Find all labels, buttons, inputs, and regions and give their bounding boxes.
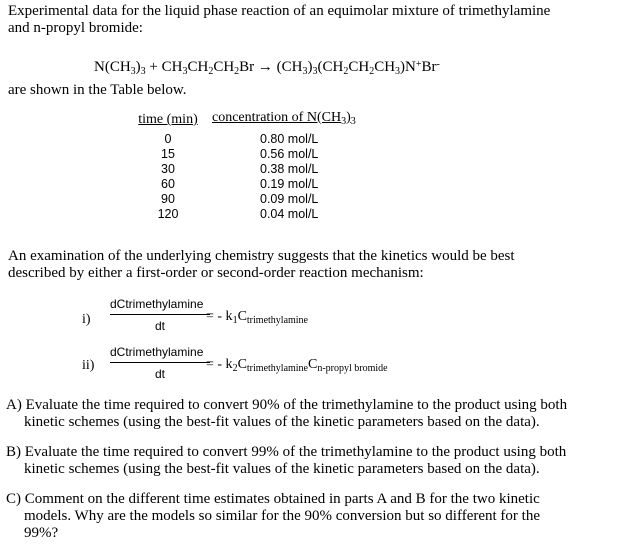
part-c xyxy=(6,491,626,547)
header-conc-sub: 3 xyxy=(341,116,347,127)
conc-symbol: C xyxy=(237,357,247,372)
examination-line-2: described by either a first-order or second-order reaction mechanism: xyxy=(8,265,424,281)
part-b xyxy=(6,444,626,484)
intro-line-1: Experimental data for the liquid phase reaction of an equimolar mixture of trimethylamine xyxy=(8,3,551,19)
rhs-prefix: = - k xyxy=(206,309,233,324)
eq-part: (CH xyxy=(317,59,344,75)
conc-cell: 0.38 mol/L xyxy=(260,162,319,176)
scheme-1-rhs xyxy=(206,308,308,329)
part-b-line-2: kinetic schemes (using the best-fit values of the kinetic parameters based on the data). xyxy=(24,461,540,477)
eq-part: Br xyxy=(421,59,437,75)
header-concentration xyxy=(208,110,360,132)
data-table xyxy=(128,110,360,222)
scheme-2-numerator: dCtrimethylamine xyxy=(110,345,204,359)
header-time: time (min) xyxy=(138,112,198,127)
conc-cell: 0.19 mol/L xyxy=(260,177,319,191)
eq-sub: 3 xyxy=(140,66,146,77)
eq-part: Br xyxy=(239,59,258,75)
eq-part: ) xyxy=(135,59,141,75)
header-conc-text: concentration of N(CH xyxy=(212,110,342,125)
part-c-line-3: 99%? xyxy=(24,525,59,541)
table-row xyxy=(128,147,360,162)
intro-line-2: and n-propyl bromide: xyxy=(8,20,143,36)
scheme-1-fraction xyxy=(110,296,210,336)
eq-sub: 3 xyxy=(302,66,308,77)
eq-sub: 3 xyxy=(130,66,136,77)
part-c-label: C) xyxy=(6,491,21,507)
table-row xyxy=(128,192,360,207)
header-conc-sub2: 3 xyxy=(350,116,356,127)
rhs-prefix: = - k xyxy=(206,357,233,372)
conc-sub: trimethylamine xyxy=(246,315,308,326)
eq-sub: 3 xyxy=(395,66,401,77)
conc-cell: 0.56 mol/L xyxy=(260,147,319,161)
eq-part: ) xyxy=(307,59,313,75)
table-row xyxy=(128,162,360,177)
eq-part: (CH xyxy=(272,59,303,75)
part-b-label: B) xyxy=(6,444,21,460)
part-a-line-1: Evaluate the time required to convert 90% of the trimethylamine to the product using both xyxy=(25,397,568,413)
eq-part: CH xyxy=(213,59,235,75)
eq-sub: 2 xyxy=(234,66,240,77)
eq-part: )N xyxy=(400,59,416,75)
header-conc-end: ) xyxy=(346,110,351,125)
part-b-line-1: Evaluate the time required to convert 99% of the trimethylamine to the product using both xyxy=(24,444,567,460)
eq-sub: 3 xyxy=(312,66,318,77)
conc-symbol-2: C xyxy=(308,357,318,372)
eq-part: N(CH xyxy=(94,59,131,75)
eq-part: CH xyxy=(348,59,370,75)
eq-sub: 3 xyxy=(182,66,188,77)
eq-sub: 2 xyxy=(343,66,349,77)
scheme-1-label: i) xyxy=(82,312,91,327)
part-a xyxy=(6,397,626,437)
time-cell: 120 xyxy=(157,207,179,221)
table-row xyxy=(128,132,360,147)
eq-sub: 2 xyxy=(369,66,375,77)
part-c-line-2: models. Why are the models so similar for the 90% conversion but so different for the xyxy=(24,508,540,524)
table-row xyxy=(128,207,360,222)
eq-sup: - xyxy=(436,59,440,70)
eq-part: CH xyxy=(187,59,209,75)
part-c-line-1: Comment on the different time estimates obtained in parts A and B for the two kinetic xyxy=(24,491,540,507)
fraction-bar xyxy=(110,362,210,363)
time-cell: 30 xyxy=(161,162,175,176)
time-cell: 90 xyxy=(161,192,175,206)
reaction-arrow: → xyxy=(257,59,273,75)
k-sub: 1 xyxy=(232,315,238,326)
eq-part: + CH xyxy=(145,59,183,75)
table-row xyxy=(128,177,360,192)
part-a-label: A) xyxy=(6,397,22,413)
examination-line-1: An examination of the underlying chemistry suggests that the kinetics would be best xyxy=(8,248,515,264)
conc-sub-2: n-propyl bromide xyxy=(317,363,388,374)
scheme-2-rhs xyxy=(206,356,388,377)
shown-text: are shown in the Table below. xyxy=(8,82,187,98)
scheme-2-denominator: dt xyxy=(155,367,166,381)
examination-paragraph xyxy=(8,248,515,282)
time-cell: 15 xyxy=(161,147,175,161)
conc-cell: 0.80 mol/L xyxy=(260,132,319,146)
eq-part: CH xyxy=(374,59,396,75)
scheme-2-fraction xyxy=(110,344,210,384)
scheme-1-denominator: dt xyxy=(155,319,166,333)
eq-sup: + xyxy=(415,59,422,70)
conc-sub: trimethylamine xyxy=(246,363,308,374)
conc-cell: 0.04 mol/L xyxy=(260,207,319,221)
scheme-2-label: ii) xyxy=(82,358,95,373)
reaction-equation xyxy=(94,56,440,80)
intro-paragraph xyxy=(8,3,550,37)
time-cell: 60 xyxy=(161,177,175,191)
fraction-bar xyxy=(110,314,210,315)
k-sub: 2 xyxy=(232,363,238,374)
time-cell: 0 xyxy=(164,132,172,146)
part-a-line-2: kinetic schemes (using the best-fit values of the kinetic parameters based on the data). xyxy=(24,414,540,430)
conc-cell: 0.09 mol/L xyxy=(260,192,319,206)
eq-sub: 2 xyxy=(208,66,214,77)
conc-symbol: C xyxy=(237,309,247,324)
scheme-1-numerator: dCtrimethylamine xyxy=(110,297,204,311)
